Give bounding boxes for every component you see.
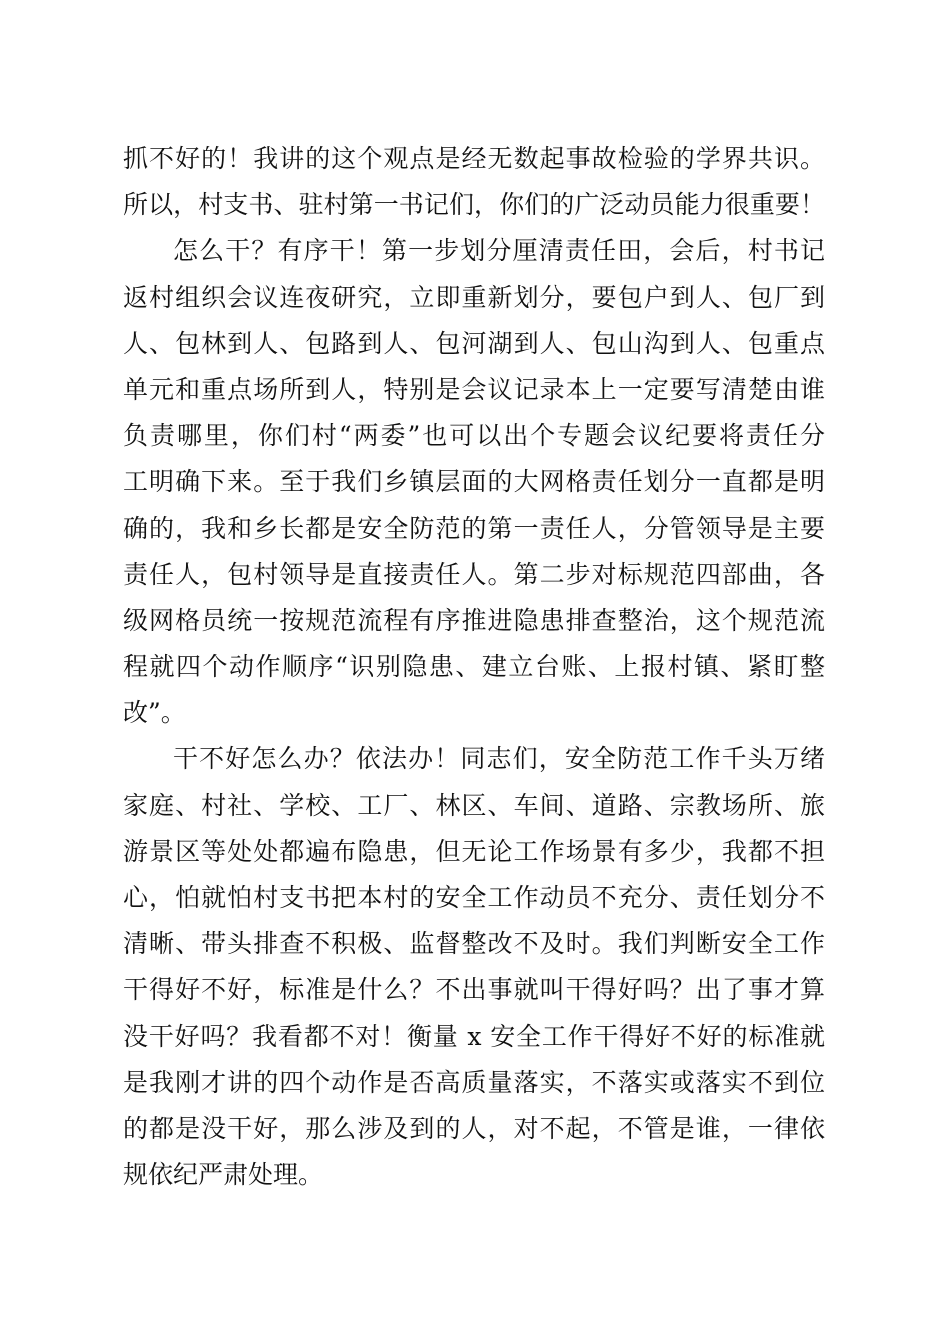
text-line: 的都是没干好，那么涉及到的人，对不起，不管是谁，一律依: [123, 1113, 825, 1143]
text-line: 抓不好的！我讲的这个观点是经无数起事故检验的学界共识。: [123, 144, 825, 173]
text-line: 所以，村支书、驻村第一书记们，你们的广泛动员能力很重要！: [123, 190, 825, 220]
text-line: 人、包林到人、包路到人、包河湖到人、包山沟到人、包重点: [123, 328, 825, 358]
text-line: 返村组织会议连夜研究，立即重新划分，要包户到人、包厂到: [123, 282, 825, 312]
text-line: 确的，我和乡长都是安全防范的第一责任人，分管领导是主要: [123, 513, 825, 543]
text-line: 清晰、带头排查不积极、监督整改不及时。我们判断安全工作: [123, 929, 825, 959]
text-line: 单元和重点场所到人，特别是会议记录本上一定要写清楚由谁: [123, 374, 825, 404]
text-line: 工明确下来。至于我们乡镇层面的大网格责任划分一直都是明: [123, 467, 825, 497]
text-line: 是我刚才讲的四个动作是否高质量落实，不落实或落实不到位: [123, 1067, 825, 1097]
text-line: 级网格员统一按规范流程有序推进隐患排查整治，这个规范流: [123, 605, 825, 635]
text-line: 负责哪里，你们村“两委”也可以出个专题会议纪要将责任分: [123, 421, 825, 451]
text-line: 家庭、村社、学校、工厂、林区、车间、道路、宗教场所、旅: [123, 790, 825, 820]
paragraph-first-line: 干不好怎么办？依法办！同志们，安全防范工作千头万绪: [173, 744, 825, 774]
text-line: 程就四个动作顺序“识别隐患、建立台账、上报村镇、紧盯整: [123, 652, 825, 682]
text-line: 没干好吗？我看都不对！衡量 x 安全工作干得好不好的标准就: [123, 1021, 825, 1051]
text-line: 游景区等处处都遍布隐患，但无论工作场景有多少，我都不担: [123, 836, 825, 866]
paragraph-last-line: 改”。: [123, 698, 186, 728]
text-line: 干得好不好，标准是什么？不出事就叫干得好吗？出了事才算: [123, 975, 825, 1005]
text-line: 责任人，包村领导是直接责任人。第二步对标规范四部曲，各: [123, 559, 825, 589]
paragraph-first-line: 怎么干？有序干！第一步划分厘清责任田，会后，村书记: [173, 236, 825, 266]
text-line: 心，怕就怕村支书把本村的安全工作动员不充分、责任划分不: [123, 883, 825, 912]
body-text: [123, 136, 825, 1198]
paragraph-last-line: 规依纪严肃处理。: [123, 1160, 324, 1190]
